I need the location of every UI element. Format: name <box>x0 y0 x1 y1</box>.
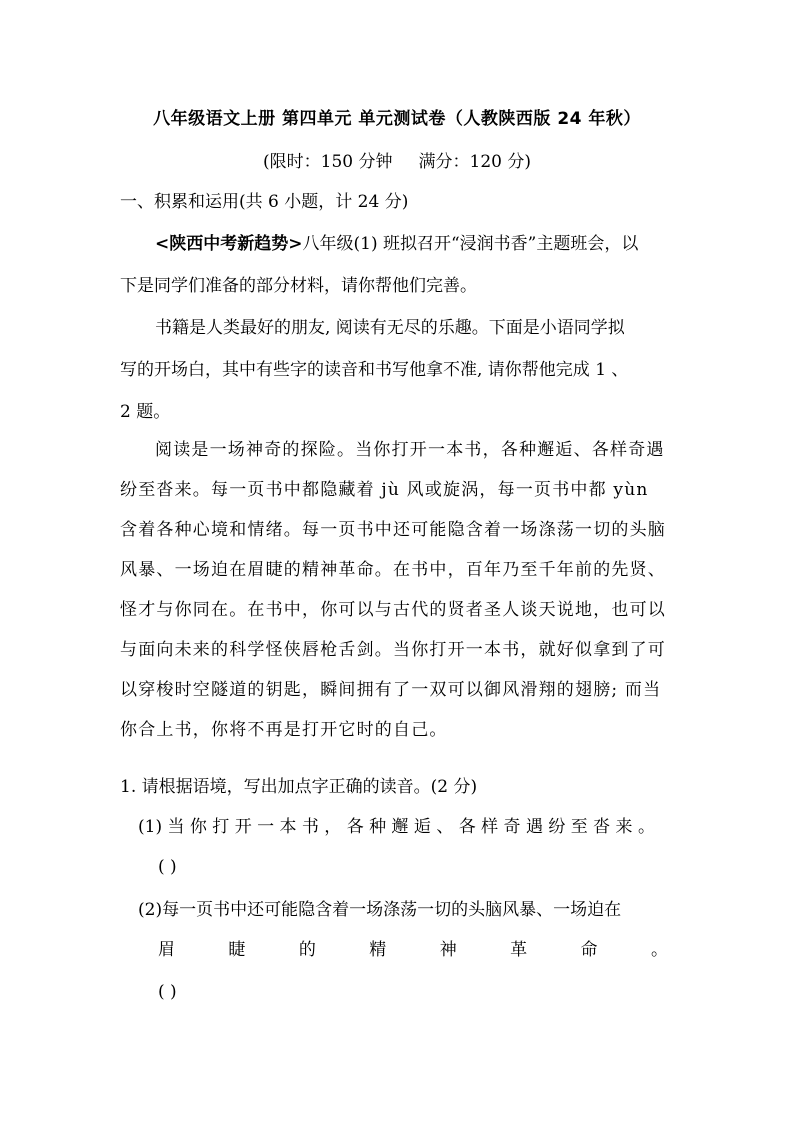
passage-line: 含着各种心境和情绪。每一页书中还可能隐含着一场涤荡一切的头脑 <box>120 520 666 540</box>
section-heading: 一、积累和运用(共 6 小题，计 24 分) <box>120 192 409 212</box>
passage-line: 阅读是一场神奇的探险。当你打开一本书，各种邂逅、各样奇遇 <box>155 440 665 460</box>
intro-tag: <陕西中考新趋势> <box>155 234 303 254</box>
spread-char: 命 <box>580 940 598 960</box>
spread-char: 精 <box>369 940 387 960</box>
page-title: 八年级语文上册 第四单元 单元测试卷（人教陕西版 24 年秋） <box>153 109 641 129</box>
answer-blank-1[interactable]: ( ) <box>158 857 177 877</box>
intro-text: 八年级(1) 班拟召开“浸润书香”主题班会，以 <box>302 234 639 254</box>
para2-line-1: 书籍是人类最好的朋友, 阅读有无尽的乐趣。下面是小语同学拟 <box>155 318 625 338</box>
spread-char: 。 <box>650 940 668 960</box>
spread-char: 眉 <box>158 940 175 960</box>
spread-char: 神 <box>439 940 457 960</box>
spread-char: 革 <box>510 940 528 960</box>
full-score: 满分：120 分) <box>418 152 531 172</box>
intro-line-2: 下是同学们准备的部分材料，请你帮他们完善。 <box>120 276 477 296</box>
passage-line: 纷至沓来。每一页书中都隐藏着 jù 风或旋涡，每一页书中都 yùn <box>120 480 649 500</box>
question-1-part-2-line-2 <box>158 938 668 962</box>
passage-line: 怪才与你同在。在书中，你可以与古代的贤者圣人谈天说地，也可以 <box>120 600 666 620</box>
time-limit: (限时：150 分钟 <box>263 152 393 172</box>
spread-char: 的 <box>298 940 316 960</box>
question-1-part-2: (2)每一页书中还可能隐含着一场涤荡一切的头脑风暴、一场迫在 <box>138 900 622 920</box>
spread-char: 睫 <box>228 940 246 960</box>
question-1-part-1: (1) 当 你 打 开 一 本 书 ， 各 种 邂 逅 、 各 样 奇 遇 纷 至 沓 来 。 <box>138 817 655 837</box>
para2-line-2: 写的开场白，其中有些字的读音和书写他拿不准, 请你帮他完成 1 、 <box>120 360 629 380</box>
intro-line-1 <box>155 232 680 256</box>
passage-line: 以穿梭时空隧道的钥匙，瞬间拥有了一双可以御风滑翔的翅膀; 而当 <box>120 680 662 700</box>
answer-blank-2[interactable]: ( ) <box>158 982 177 1002</box>
exam-meta <box>0 147 794 172</box>
question-1-stem: 1. 请根据语境，写出加点字正确的读音。(2 分) <box>120 777 478 797</box>
passage-line: 风暴、一场迫在眉睫的精神革命。在书中，百年乃至千年前的先贤、 <box>120 560 666 580</box>
passage-line: 与面向未来的科学怪侠唇枪舌剑。当你打开一本书，就好似拿到了可 <box>120 640 666 660</box>
para2-line-3: 2 题。 <box>120 402 171 422</box>
passage-line: 你合上书，你将不再是打开它时的自己。 <box>120 720 448 740</box>
